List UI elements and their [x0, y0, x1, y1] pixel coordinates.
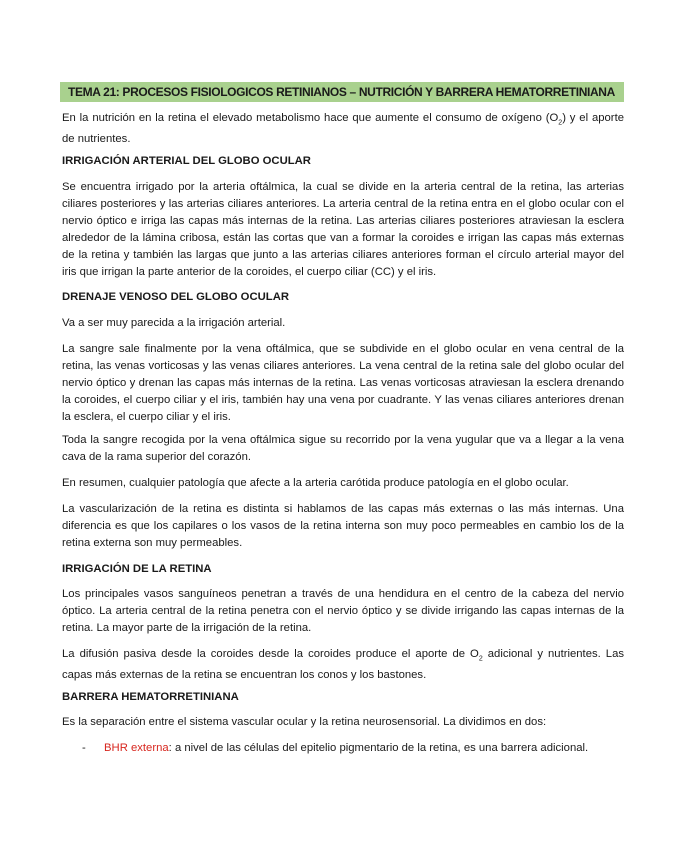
retina-paragraph-1: Los principales vasos sanguíneos penetran a través de una hendidura en el centro de la cabeza del nervio óptico. La arteria central de la retina penetra con el nervio óptico y se divide irrigando las capas internas de la retina. La mayor parte de la irrigación de la retina.: [62, 588, 624, 634]
venous-paragraph-4: En resumen, cualquier patología que afecte a la arteria carótida produce patología en el globo ocular.: [62, 477, 569, 489]
arterial-paragraph: Se encuentra irrigado por la arteria oftálmica, la cual se divide en la arteria central de la retina, las arterias ciliares posteriores y las arterias ciliares anteriores. La arteria central de la retina entra en el globo ocular con el nervio óptico e irriga las capas más internas de la retina. Las arterias ciliares posteriores atraviesan la esclera alrededor de la lámina cribosa, están las cortas que van a formar la coroides e irrigan las capas más externas de la retina y también las largas que junto a las arterias ciliares anteriores forman el círculo arterial mayor del iris que irrigan la parte anterior de la coroides, el cuerpo ciliar (CC) y el iris.: [62, 181, 624, 278]
barrier-paragraph: Es la separación entre el sistema vascular ocular y la retina neurosensorial. La dividimos en dos:: [62, 716, 547, 728]
retina-text: La difusión pasiva desde la coroides desde la coroides produce el aporte de O: [62, 648, 479, 660]
venous-paragraph-3: Toda la sangre recogida por la vena oftálmica sigue su recorrido por la vena yugular que va a llegar a la vena cava de la rama superior del corazón.: [62, 434, 624, 463]
list-item: [82, 740, 627, 757]
bullet-term: BHR externa: [104, 742, 169, 754]
bullet-dash: -: [82, 742, 86, 754]
section-heading-venous: DRENAJE VENOSO DEL GLOBO OCULAR: [62, 291, 290, 303]
section-heading-barrier: BARRERA HEMATORRETINIANA: [62, 691, 239, 703]
venous-paragraph-5: La vascularización de la retina es distinta si hablamos de las capas más externas o las más internas. Una diferencia es que los capilares o los vasos de la retina interna son muy poco permeables en cambio los de la retina externa son muy permeables.: [62, 503, 624, 549]
retina-paragraph-2: [62, 646, 624, 684]
intro-text: En la nutrición en la retina el elevado metabolismo hace que aumente el consumo de oxígeno (O: [62, 112, 559, 124]
venous-paragraph-1: Va a ser muy parecida a la irrigación arterial.: [62, 317, 286, 329]
bullet-text: : a nivel de las células del epitelio pigmentario de la retina, es una barrera adicional.: [168, 742, 589, 754]
section-heading-retina: IRRIGACIÓN DE LA RETINA: [62, 563, 212, 575]
venous-paragraph-2: La sangre sale finalmente por la vena oftálmica, que se subdivide en el globo ocular en vena central de la retina, las venas vorticosas y las venas ciliares anteriores. La vena central de la retina sale del globo ocular del nervio óptico y drenan las capas más internas de la retina. Las venas vorticosas atraviesan la esclera drenando la coroides, el cuerpo ciliar y el iris, también hay una vena por cuadrante. Y las venas ciliares anteriores drenan la esclera, el cuerpo ciliar y el iris.: [62, 343, 624, 423]
intro-text-end: ) y el aporte de nutrientes.: [62, 112, 624, 146]
retina-text-end: adicional y nutrientes. Las capas más externas de la retina se encuentran los conos y los bastones.: [62, 648, 624, 682]
section-heading-arterial: IRRIGACIÓN ARTERIAL DEL GLOBO OCULAR: [62, 155, 311, 167]
intro-paragraph: [62, 110, 624, 148]
intro-subscript: 2: [558, 119, 563, 127]
page-title: TEMA 21: PROCESOS FISIOLOGICOS RETINIANOS – NUTRICIÓN Y BARRERA HEMATORRETINIANA: [60, 82, 624, 102]
retina-subscript: 2: [478, 655, 483, 663]
